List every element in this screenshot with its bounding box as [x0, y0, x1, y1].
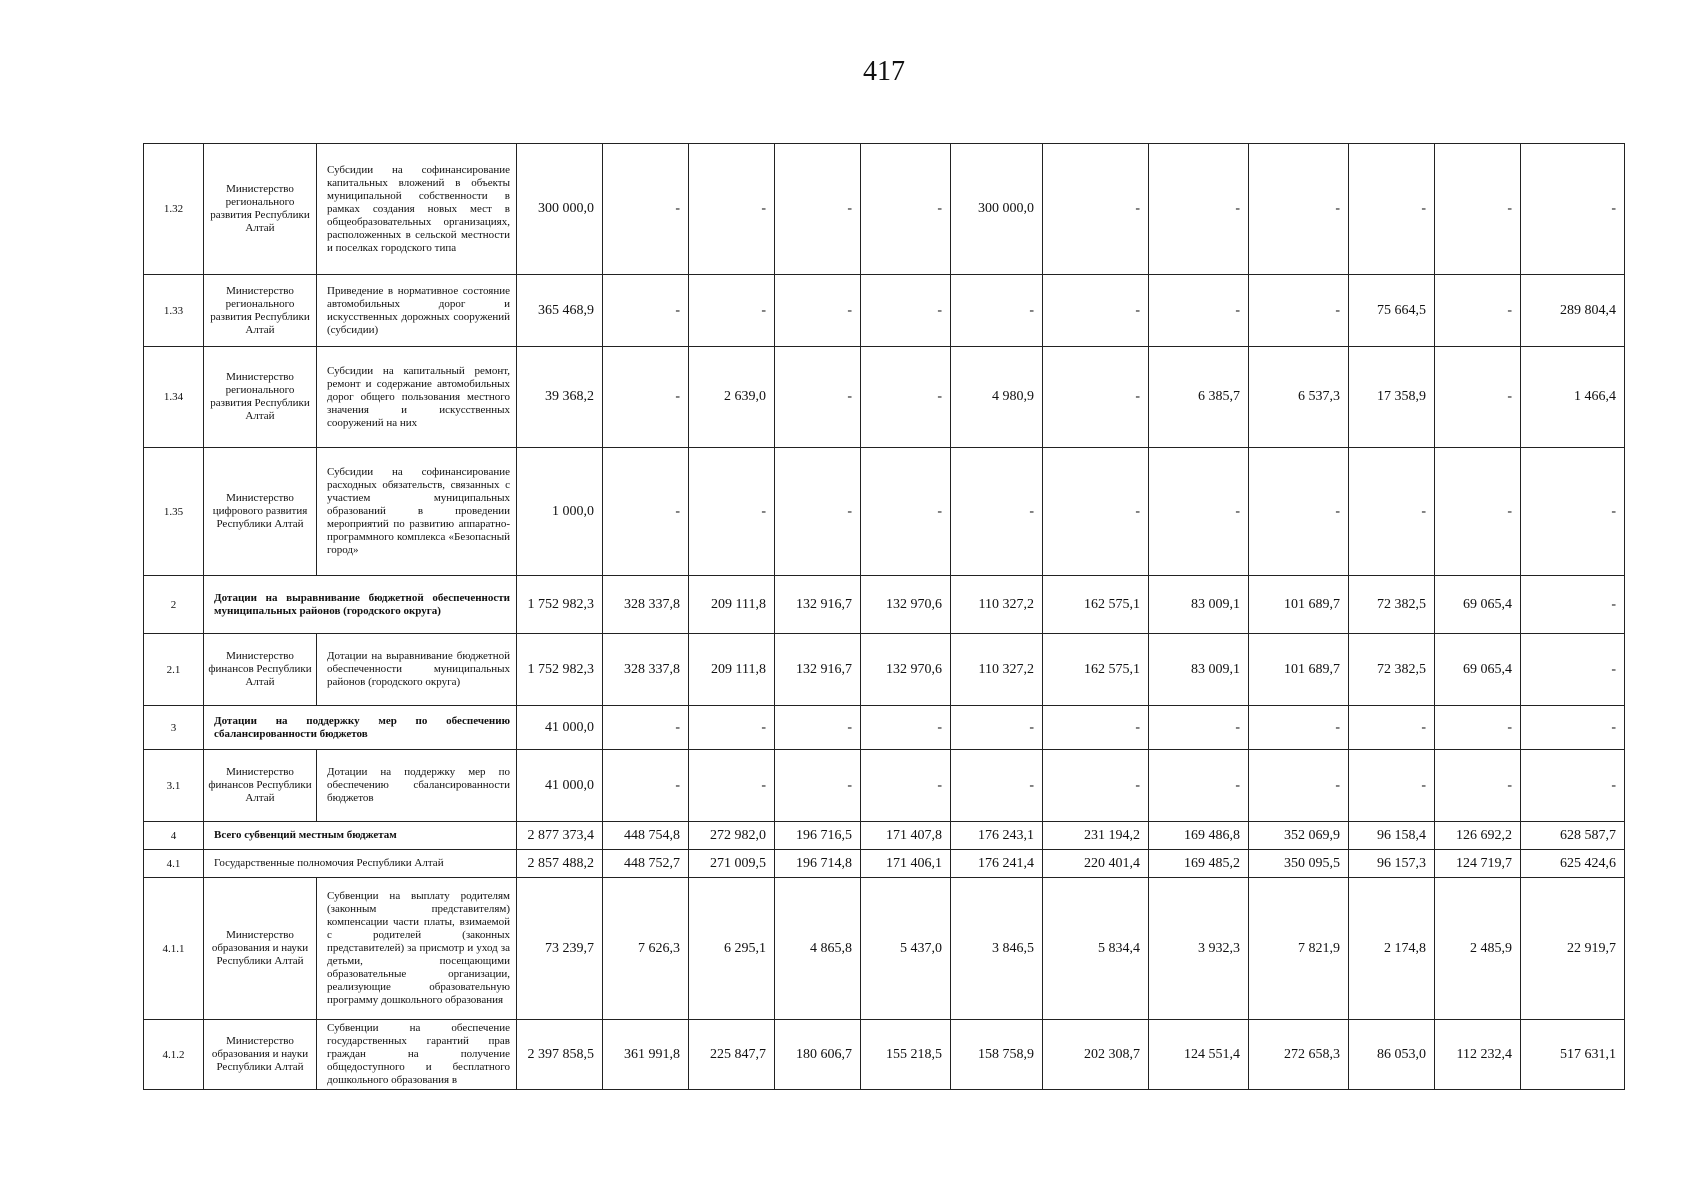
- value-cell: 162 575,1: [1043, 576, 1149, 634]
- value-cell: 22 919,7: [1521, 878, 1625, 1020]
- value-cell: 6 537,3: [1249, 347, 1349, 448]
- value-cell: 4 980,9: [951, 347, 1043, 448]
- value-cell: -: [1521, 448, 1625, 576]
- value-cell: 2 397 858,5: [517, 1020, 603, 1090]
- row-code: 1.32: [144, 144, 204, 275]
- value-cell: 176 243,1: [951, 822, 1043, 850]
- value-cell: -: [1435, 750, 1521, 822]
- row-code: 2.1: [144, 634, 204, 706]
- value-cell: -: [1043, 706, 1149, 750]
- value-cell: 6 295,1: [689, 878, 775, 1020]
- row-group-description: Дотации на поддержку мер по обеспечению сбалансированности бюджетов: [204, 706, 517, 750]
- value-cell: -: [689, 750, 775, 822]
- value-cell: 271 009,5: [689, 850, 775, 878]
- table-row: [144, 850, 1625, 878]
- value-cell: -: [603, 750, 689, 822]
- value-cell: 72 382,5: [1349, 634, 1435, 706]
- value-cell: 101 689,7: [1249, 634, 1349, 706]
- value-cell: 365 468,9: [517, 275, 603, 347]
- value-cell: -: [603, 706, 689, 750]
- value-cell: -: [1043, 750, 1149, 822]
- value-cell: 2 639,0: [689, 347, 775, 448]
- value-cell: 155 218,5: [861, 1020, 951, 1090]
- value-cell: 196 716,5: [775, 822, 861, 850]
- value-cell: 272 658,3: [1249, 1020, 1349, 1090]
- row-code: 2: [144, 576, 204, 634]
- value-cell: -: [689, 706, 775, 750]
- value-cell: 110 327,2: [951, 634, 1043, 706]
- value-cell: -: [775, 144, 861, 275]
- table-row: [144, 822, 1625, 850]
- row-code: 4.1.1: [144, 878, 204, 1020]
- value-cell: -: [1249, 750, 1349, 822]
- row-group-description: Всего субвенций местным бюджетам: [204, 822, 517, 850]
- row-group-description: Государственные полномочия Республики Алтай: [204, 850, 517, 878]
- value-cell: 209 111,8: [689, 576, 775, 634]
- value-cell: 96 157,3: [1349, 850, 1435, 878]
- value-cell: 101 689,7: [1249, 576, 1349, 634]
- value-cell: 169 485,2: [1149, 850, 1249, 878]
- value-cell: -: [775, 750, 861, 822]
- value-cell: 176 241,4: [951, 850, 1043, 878]
- value-cell: -: [1043, 347, 1149, 448]
- value-cell: 2 485,9: [1435, 878, 1521, 1020]
- row-code: 3.1: [144, 750, 204, 822]
- value-cell: 41 000,0: [517, 750, 603, 822]
- value-cell: 162 575,1: [1043, 634, 1149, 706]
- value-cell: 96 158,4: [1349, 822, 1435, 850]
- value-cell: 225 847,7: [689, 1020, 775, 1090]
- row-organization: Министерство образования и науки Республики Алтай: [204, 1020, 317, 1090]
- value-cell: 1 000,0: [517, 448, 603, 576]
- table-row: [144, 576, 1625, 634]
- row-group-description: Дотации на выравнивание бюджетной обеспеченности муниципальных районов (городского округа): [204, 576, 517, 634]
- value-cell: 220 401,4: [1043, 850, 1149, 878]
- value-cell: 231 194,2: [1043, 822, 1149, 850]
- value-cell: 83 009,1: [1149, 576, 1249, 634]
- budget-table: [143, 143, 1625, 1090]
- value-cell: 3 932,3: [1149, 878, 1249, 1020]
- table-row: [144, 144, 1625, 275]
- value-cell: -: [1349, 750, 1435, 822]
- row-description: Субсидии на софинансирование расходных обязательств, связанных с участием муниципальных образований в проведении мероприятий по развитию аппаратно-программного комплекса «Безопасный город»: [317, 448, 517, 576]
- row-description: Дотации на поддержку мер по обеспечению сбалансированности бюджетов: [317, 750, 517, 822]
- row-organization: Министерство регионального развития Республики Алтай: [204, 144, 317, 275]
- value-cell: 289 804,4: [1521, 275, 1625, 347]
- value-cell: -: [951, 750, 1043, 822]
- value-cell: 132 970,6: [861, 634, 951, 706]
- value-cell: -: [689, 448, 775, 576]
- value-cell: 448 752,7: [603, 850, 689, 878]
- value-cell: 72 382,5: [1349, 576, 1435, 634]
- page-number: 417: [863, 56, 905, 87]
- value-cell: 126 692,2: [1435, 822, 1521, 850]
- table-row: [144, 634, 1625, 706]
- value-cell: 4 865,8: [775, 878, 861, 1020]
- row-organization: Министерство регионального развития Республики Алтай: [204, 275, 317, 347]
- value-cell: -: [861, 706, 951, 750]
- row-code: 1.35: [144, 448, 204, 576]
- value-cell: 41 000,0: [517, 706, 603, 750]
- value-cell: -: [1249, 275, 1349, 347]
- value-cell: -: [1521, 706, 1625, 750]
- row-description: Субвенции на выплату родителям (законным представителям) компенсации части платы, взимаемой с родителей (законных представителей) за присмотр и уход за детьми, посещающими образовательные организации, реализующие образовательную программу дошкольного образования: [317, 878, 517, 1020]
- value-cell: 112 232,4: [1435, 1020, 1521, 1090]
- value-cell: -: [775, 347, 861, 448]
- value-cell: 2 174,8: [1349, 878, 1435, 1020]
- value-cell: 3 846,5: [951, 878, 1043, 1020]
- value-cell: 300 000,0: [517, 144, 603, 275]
- value-cell: 196 714,8: [775, 850, 861, 878]
- table-row: [144, 878, 1625, 1020]
- value-cell: 1 752 982,3: [517, 634, 603, 706]
- value-cell: 86 053,0: [1349, 1020, 1435, 1090]
- value-cell: -: [951, 448, 1043, 576]
- value-cell: 124 719,7: [1435, 850, 1521, 878]
- value-cell: 628 587,7: [1521, 822, 1625, 850]
- value-cell: -: [1435, 448, 1521, 576]
- row-organization: Министерство образования и науки Республики Алтай: [204, 878, 317, 1020]
- value-cell: -: [1249, 448, 1349, 576]
- value-cell: 448 754,8: [603, 822, 689, 850]
- value-cell: 300 000,0: [951, 144, 1043, 275]
- value-cell: 328 337,8: [603, 634, 689, 706]
- value-cell: -: [775, 448, 861, 576]
- value-cell: -: [1435, 347, 1521, 448]
- value-cell: -: [775, 275, 861, 347]
- value-cell: -: [1043, 448, 1149, 576]
- row-code: 4.1: [144, 850, 204, 878]
- value-cell: 5 834,4: [1043, 878, 1149, 1020]
- value-cell: -: [603, 144, 689, 275]
- table-row: [144, 706, 1625, 750]
- row-organization: Министерство финансов Республики Алтай: [204, 634, 317, 706]
- value-cell: 6 385,7: [1149, 347, 1249, 448]
- value-cell: -: [689, 275, 775, 347]
- value-cell: -: [1249, 144, 1349, 275]
- value-cell: 7 821,9: [1249, 878, 1349, 1020]
- value-cell: 124 551,4: [1149, 1020, 1249, 1090]
- value-cell: -: [1149, 275, 1249, 347]
- table-row: [144, 1020, 1625, 1090]
- value-cell: 110 327,2: [951, 576, 1043, 634]
- row-organization: Министерство цифрового развития Республики Алтай: [204, 448, 317, 576]
- row-description: Дотации на выравнивание бюджетной обеспеченности муниципальных районов (городского округа): [317, 634, 517, 706]
- value-cell: -: [861, 347, 951, 448]
- row-code: 1.33: [144, 275, 204, 347]
- value-cell: -: [1435, 706, 1521, 750]
- value-cell: 5 437,0: [861, 878, 951, 1020]
- value-cell: -: [603, 347, 689, 448]
- row-organization: Министерство финансов Республики Алтай: [204, 750, 317, 822]
- value-cell: 83 009,1: [1149, 634, 1249, 706]
- value-cell: -: [861, 275, 951, 347]
- value-cell: -: [775, 706, 861, 750]
- value-cell: 350 095,5: [1249, 850, 1349, 878]
- value-cell: 361 991,8: [603, 1020, 689, 1090]
- value-cell: -: [1349, 448, 1435, 576]
- value-cell: -: [689, 144, 775, 275]
- value-cell: 209 111,8: [689, 634, 775, 706]
- value-cell: 132 916,7: [775, 634, 861, 706]
- value-cell: -: [1149, 448, 1249, 576]
- row-code: 4: [144, 822, 204, 850]
- table-row: [144, 347, 1625, 448]
- row-description: Субсидии на капитальный ремонт, ремонт и содержание автомобильных дорог общего пользования местного значения и искусственных сооружений на них: [317, 347, 517, 448]
- row-organization: Министерство регионального развития Республики Алтай: [204, 347, 317, 448]
- value-cell: -: [1435, 275, 1521, 347]
- value-cell: 1 752 982,3: [517, 576, 603, 634]
- value-cell: 171 406,1: [861, 850, 951, 878]
- value-cell: -: [1349, 706, 1435, 750]
- value-cell: 73 239,7: [517, 878, 603, 1020]
- value-cell: 625 424,6: [1521, 850, 1625, 878]
- value-cell: -: [951, 275, 1043, 347]
- value-cell: 69 065,4: [1435, 634, 1521, 706]
- value-cell: -: [1149, 706, 1249, 750]
- value-cell: -: [861, 448, 951, 576]
- row-description: Субсидии на софинансирование капитальных вложений в объекты муниципальной собственности в рамках создания новых мест в общеобразовательных организациях, расположенных в сельской местности и поселках городского типа: [317, 144, 517, 275]
- value-cell: -: [603, 448, 689, 576]
- value-cell: -: [603, 275, 689, 347]
- value-cell: -: [1149, 144, 1249, 275]
- row-code: 1.34: [144, 347, 204, 448]
- value-cell: -: [1249, 706, 1349, 750]
- value-cell: 17 358,9: [1349, 347, 1435, 448]
- value-cell: 2 857 488,2: [517, 850, 603, 878]
- value-cell: 75 664,5: [1349, 275, 1435, 347]
- value-cell: -: [861, 144, 951, 275]
- value-cell: 132 970,6: [861, 576, 951, 634]
- value-cell: 132 916,7: [775, 576, 861, 634]
- table-row: [144, 448, 1625, 576]
- table-row: [144, 275, 1625, 347]
- value-cell: 2 877 373,4: [517, 822, 603, 850]
- value-cell: 69 065,4: [1435, 576, 1521, 634]
- row-code: 3: [144, 706, 204, 750]
- value-cell: -: [861, 750, 951, 822]
- value-cell: 272 982,0: [689, 822, 775, 850]
- value-cell: 202 308,7: [1043, 1020, 1149, 1090]
- value-cell: -: [1149, 750, 1249, 822]
- value-cell: 39 368,2: [517, 347, 603, 448]
- value-cell: -: [1521, 750, 1625, 822]
- value-cell: 1 466,4: [1521, 347, 1625, 448]
- value-cell: -: [951, 706, 1043, 750]
- value-cell: -: [1521, 634, 1625, 706]
- value-cell: -: [1521, 144, 1625, 275]
- row-description: Приведение в нормативное состояние автомобильных дорог и искусственных дорожных сооружений (субсидии): [317, 275, 517, 347]
- row-code: 4.1.2: [144, 1020, 204, 1090]
- value-cell: -: [1043, 275, 1149, 347]
- value-cell: 352 069,9: [1249, 822, 1349, 850]
- value-cell: 169 486,8: [1149, 822, 1249, 850]
- value-cell: 180 606,7: [775, 1020, 861, 1090]
- value-cell: 7 626,3: [603, 878, 689, 1020]
- value-cell: 158 758,9: [951, 1020, 1043, 1090]
- value-cell: -: [1043, 144, 1149, 275]
- value-cell: -: [1435, 144, 1521, 275]
- value-cell: -: [1521, 576, 1625, 634]
- value-cell: -: [1349, 144, 1435, 275]
- value-cell: 517 631,1: [1521, 1020, 1625, 1090]
- value-cell: 171 407,8: [861, 822, 951, 850]
- table-row: [144, 750, 1625, 822]
- row-description: Субвенции на обеспечение государственных гарантий прав граждан на получение общедоступного и бесплатного дошкольного образования в: [317, 1020, 517, 1090]
- value-cell: 328 337,8: [603, 576, 689, 634]
